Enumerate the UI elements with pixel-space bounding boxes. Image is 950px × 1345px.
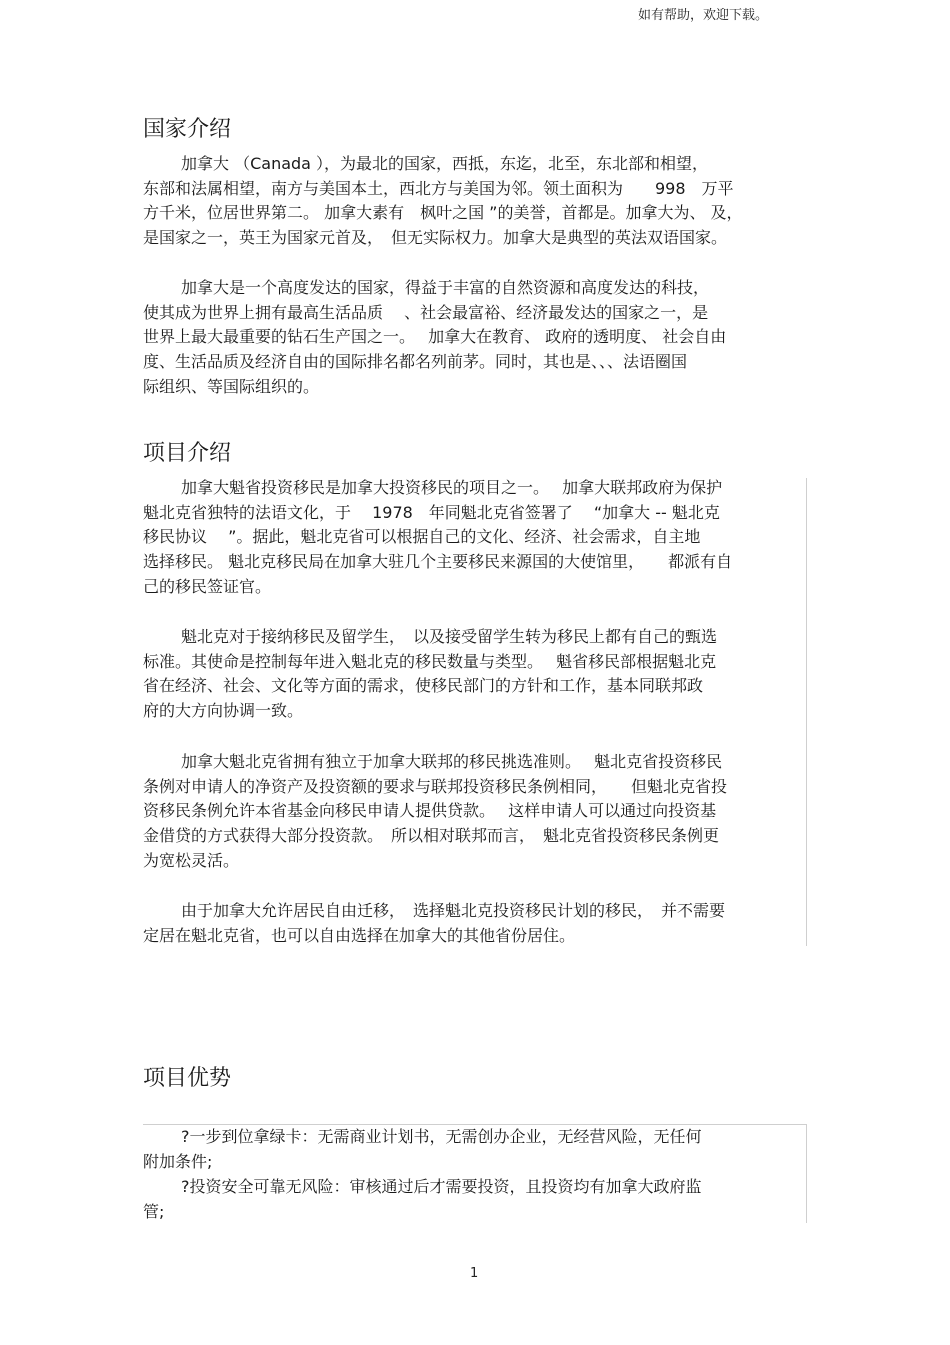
text-line: 际组织、等国际组织的。 <box>143 376 320 396</box>
text-line: 省在经济、社会、文化等方面的需求，使移民部门的方针和工作，基本同联邦政 <box>143 676 704 696</box>
project-paragraph-4 <box>143 899 805 948</box>
text-line: 加拿大魁北克省拥有独立于加拿大联邦的移民挑选准则。 魁北克省投资移民 <box>181 752 723 771</box>
text-line: ?投资安全可靠无风险：审核通过后才需要投资，且投资均有加拿大政府监 <box>181 1177 702 1196</box>
text-line: 世界上最大最重要的钻石生产国之一。 加拿大在教育、 政府的透明度、 社会自由 <box>143 327 727 347</box>
advantage-item-2 <box>143 1175 805 1224</box>
text-line: 管; <box>143 1201 165 1221</box>
text-line: 魁北克对于接纳移民及留学生， 以及接受留学生转为移民上都有自己的甄选 <box>181 627 718 646</box>
text-line: 资移民条例允许本省基金向移民申请人提供贷款。 这样申请人可以通过向投资基 <box>143 801 717 821</box>
text-line: 己的移民签证官。 <box>143 576 272 596</box>
project-paragraph-1 <box>143 476 805 599</box>
text-line: ?一步到位拿绿卡：无需商业计划书，无需创办企业，无经营风险，无任何 <box>181 1127 702 1146</box>
page-number: 1 <box>470 1266 479 1281</box>
text-line: 金借贷的方式获得大部分投资款。 所以相对联邦而言， 魁北克省投资移民条例更 <box>143 826 720 846</box>
text-line: 条例对申请人的净资产及投资额的要求与联邦投资移民条例相同， 但魁北克省投 <box>143 776 728 796</box>
text-line: 为宽松灵活。 <box>143 850 240 870</box>
advantage-item-1 <box>143 1125 805 1174</box>
text-line: 标准。其使命是控制每年进入魁北克的移民数量与类型。 魁省移民部根据魁北克 <box>143 651 717 671</box>
project-paragraph-3 <box>143 750 805 873</box>
project-paragraph-2 <box>143 625 805 724</box>
header-note: 如有帮助，欢迎下载。 <box>638 8 769 23</box>
text-line: 度、生活品质及经济自由的国际排名都名列前茅。同时，其也是、、、法语圈国 <box>143 352 688 372</box>
text-line: 加拿大 （Canada ），为最北的国家，西抵，东迄，北至，东北部和相望， <box>181 154 709 173</box>
text-line: 使其成为世界上拥有最高生活品质 、社会最富裕、经济最发达的国家之一，是 <box>143 302 709 322</box>
text-line: 府的大方向协调一致。 <box>143 701 304 721</box>
text-line: 附加条件; <box>143 1151 213 1171</box>
text-line: 魁北克省独特的法语文化，于 1978 年同魁北克省签署了 “加拿大 -- 魁北克 <box>143 502 720 522</box>
section-title-project: 项目介绍 <box>143 441 232 466</box>
country-paragraph-2 <box>143 276 805 399</box>
country-paragraph-1 <box>143 152 805 251</box>
text-line: 是国家之一，英王为国家元首及， 但无实际权力。加拿大是典型的英法双语国家。 <box>143 228 728 248</box>
text-line: 移民协议 ”。据此，魁北克省可以根据自己的文化、经济、社会需求，自主地 <box>143 527 701 547</box>
text-line: 加拿大是一个高度发达的国家，得益于丰富的自然资源和高度发达的科技， <box>181 278 710 297</box>
section-title-country: 国家介绍 <box>143 117 232 142</box>
text-line: 选择移民。 魁北克移民局在加拿大驻几个主要移民来源国的大使馆里， 都派有自 <box>143 552 733 572</box>
text-line: 由于加拿大允许居民自由迁移， 选择魁北克投资移民计划的移民， 并不需要 <box>181 901 726 920</box>
text-line: 加拿大魁省投资移民是加拿大投资移民的项目之一。 加拿大联邦政府为保护 <box>181 478 723 497</box>
text-line: 东部和法属相望，南方与美国本土，西北方与美国为邻。领土面积为 998 万平 <box>143 178 734 198</box>
text-line: 方千米，位居世界第二。 加拿大素有 枫叶之国 ”的美誉，首都是。加拿大为、 及， <box>143 203 743 223</box>
text-line: 定居在魁北克省，也可以自由选择在加拿大的其他省份居住。 <box>143 925 576 945</box>
section-title-advantages: 项目优势 <box>143 1066 232 1091</box>
